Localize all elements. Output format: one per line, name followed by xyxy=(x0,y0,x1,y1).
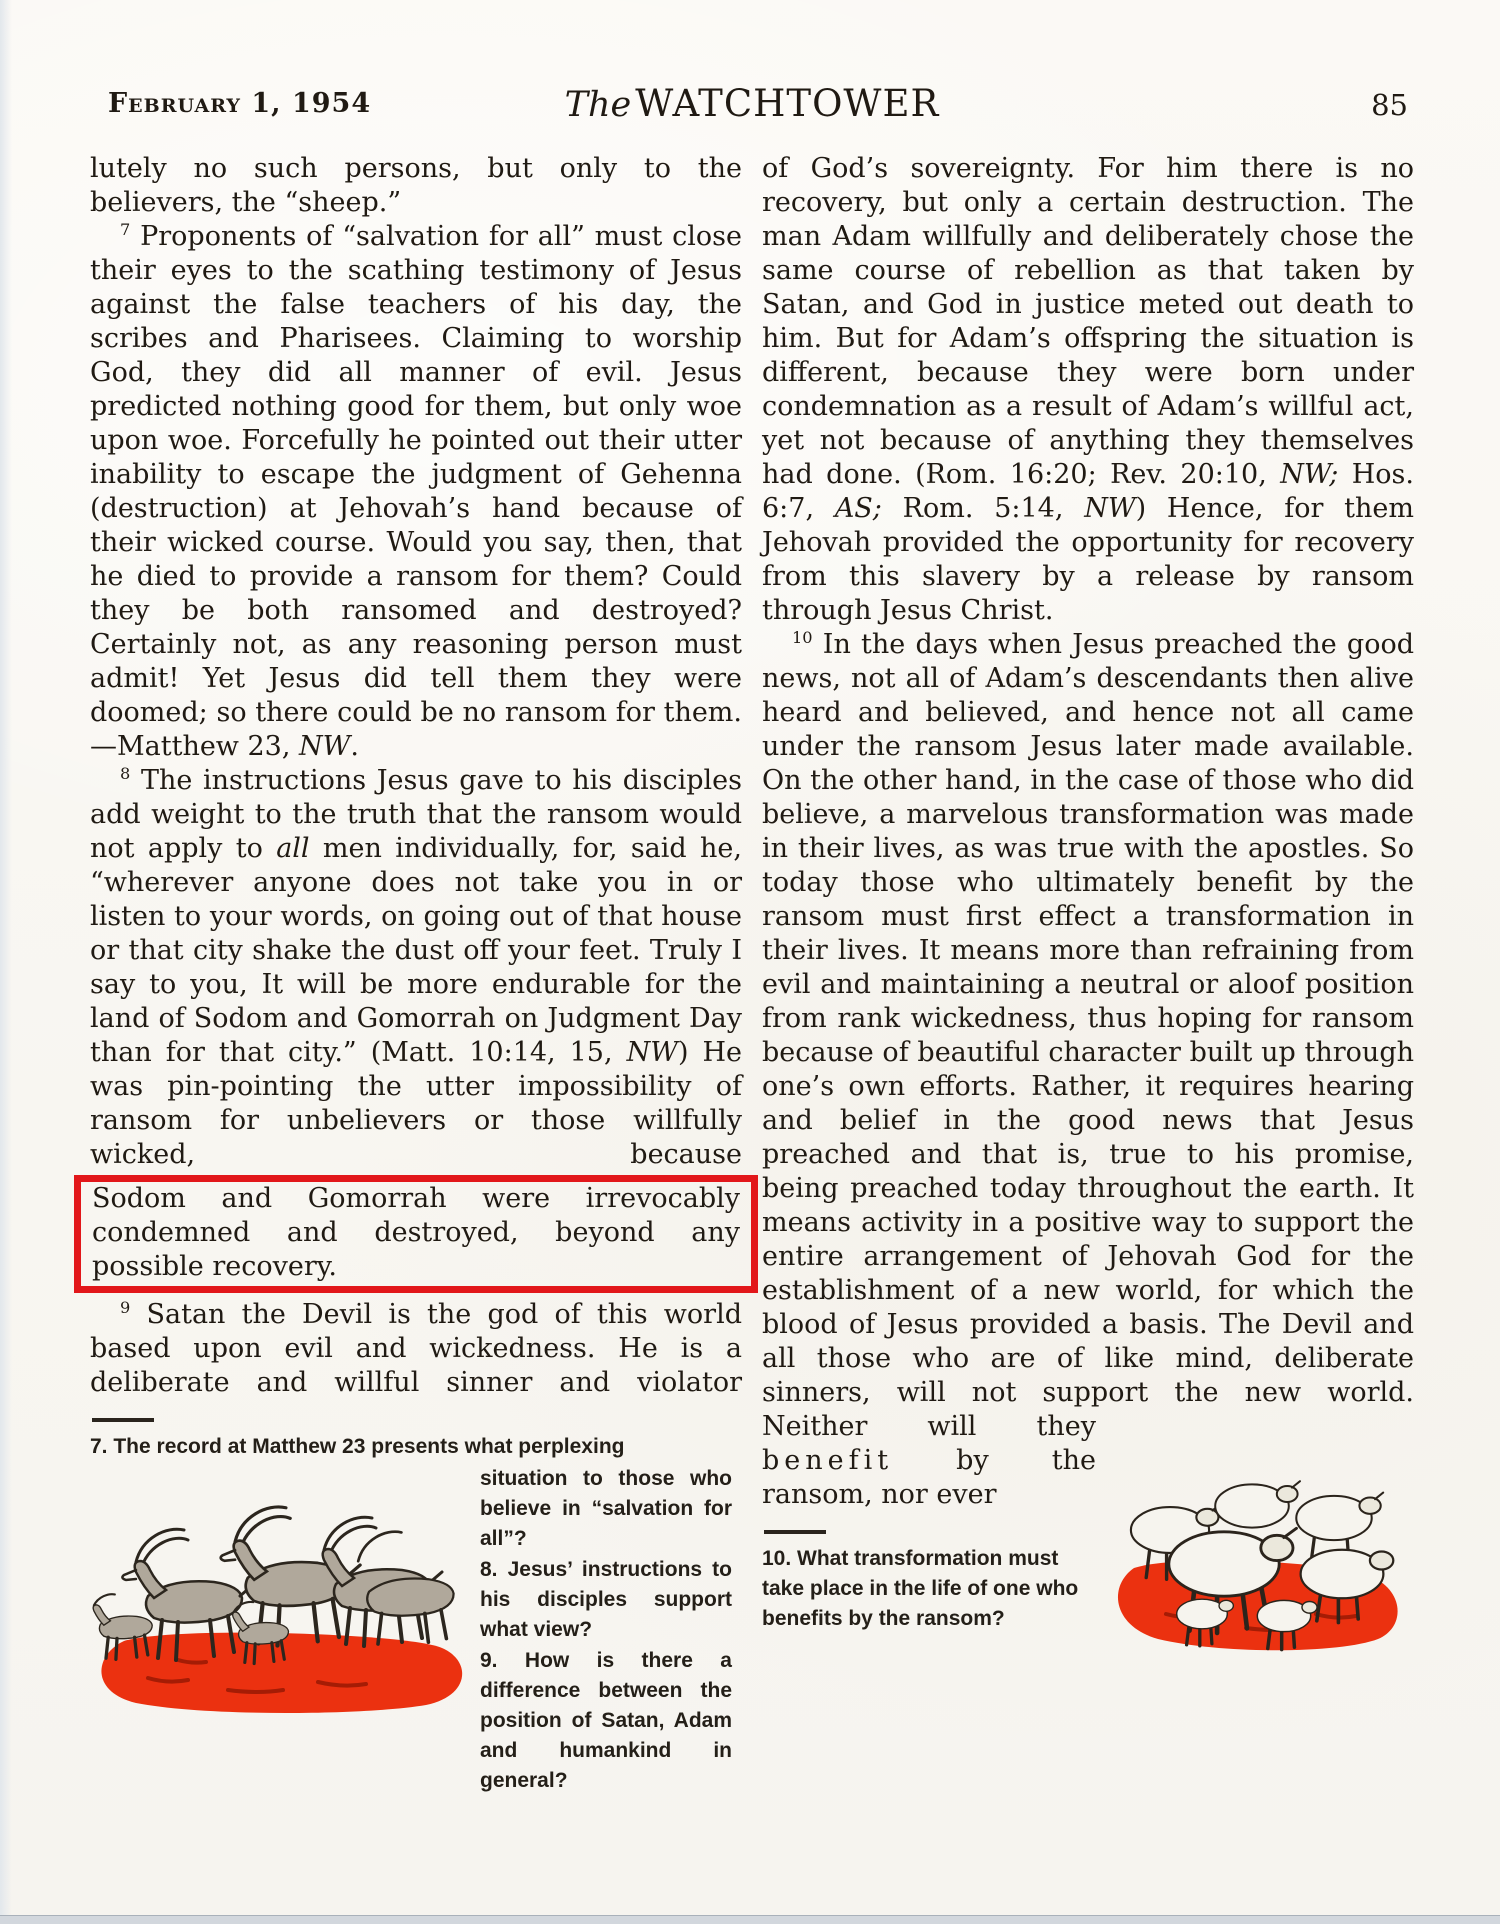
footnote-10: 10. What transformation must take place in the life of one who benefits by the ransom? xyxy=(762,1547,1079,1630)
footnote-8: 8. Jesus’ instructions to his disciples support what view? xyxy=(480,1558,732,1641)
footnote-divider xyxy=(92,1418,154,1422)
goats-illustration xyxy=(78,1478,470,1797)
masthead-title: WATCHTOWER xyxy=(635,82,940,125)
paragraph-continuation-right: of God’s sovereignty. For him there is no recovery, but only a certain destruction. The man Adam willfully and deliberately chose the same course of rebellion as that taken by Satan, and God in justice meted out death to him. But for Adam’s offspring the situation is different, because they were born under condemnation as a result of Adam’s willful act, yet not because of anything they themselves had done. (Rom. 16:20; Rev. 20:10, NW; Hos. 6:7, AS; Rom. 5:14, NW) Hence, for them Jehovah provided the opportunity for recovery from this slavery by a release by ransom through Jesus Christ. xyxy=(762,153,1415,626)
footnote-column xyxy=(480,1464,732,1797)
paragraph-10: $^{10}$ In the days when Jesus preached the good news, not all of Adam’s descendants then alive heard and believed, and hence not all came under the ransom Jesus later made available. On the other hand, in the case of those who did believe, a marvelous transformation was made in their lives, as was true with the apostles. So today those who ultimately benefit by the ransom must first effect a transformation in their lives. It means more than refraining from evil and maintaining a neutral or aloof position from rank wickedness, thus hoping for ransom because of beautiful character built up through one’s own efforts. Rather, it requires hearing and belief in the good news that Jesus preached and that is, true to his promise, being preached today throughout the earth. It means activity in a positive way to support the entire arrangement of Jehovah God for the establishment of a new world, for which the blood of Jesus provided a basis. The Devil and all those who are of like mind, deliberate sinners, will not support the new world. xyxy=(762,628,1414,1408)
highlighted-text: Sodom and Gomorrah were irrevocably condemned and destroyed, beyond any possible recovery. xyxy=(92,1183,740,1282)
paragraph-10-narrow: Neither will they benefit by the ransom, nor ever xyxy=(762,1411,1096,1510)
footnote-7-first-line: 7. The record at Matthew 23 presents what perplexing xyxy=(90,1435,625,1458)
paragraph-8: $^8$ The instructions Jesus gave to his disciples add weight to the truth that the ransom would not apply to all men individually, for, said he, “wherever anyone does not take you in or listen to your words, on going out of that house or that city shake the dust off your feet. Truly I say to you, It will be more endurable for the land of Sodom and Gomorrah on Judgment Day than for that city.” (Matt. 10:14, 15, NW) He was pin-pointing the utter impossibility of ransom for unbelievers or those willfully wicked, because xyxy=(90,764,743,1170)
paragraph-7: $^7$ Proponents of “salvation for all” must close their eyes to the scathing testimony of Jesus against the false teachers of his day, the scribes and Pharisees. Claiming to worship God, they did all manner of evil. Jesus predicted nothing good for them, but only woe upon woe. Forcefully he pointed out their utter inability to escape the judgment of Gehenna (destruction) at Jehovah’s hand because of their wicked course. Would you say, then, that he died to provide a ransom for them? Could they be both ransomed and destroyed? Certainly not, as any reasoning person must admit! Yet Jesus did tell them they were doomed; so there could be no ransom for them.—Matthew 23, NW. xyxy=(90,220,742,762)
masthead-the: The xyxy=(564,85,632,125)
page-header xyxy=(90,82,1414,128)
left-column xyxy=(90,152,742,1797)
red-highlight-box xyxy=(74,1175,758,1293)
page-number: 85 xyxy=(1371,88,1408,122)
sheep-illustration xyxy=(1106,1418,1406,1665)
page-bottom-edge xyxy=(0,1915,1500,1924)
right-narrow-column xyxy=(762,1410,1096,1665)
footnote-9: 9. How is there a difference between the position of Satan, Adam and humankind in general? xyxy=(480,1649,732,1792)
right-column xyxy=(762,152,1414,1797)
sheep-on-red-ground-image xyxy=(1106,1418,1406,1656)
paragraph-continuation: lutely no such persons, but only to the believers, the “sheep.” xyxy=(90,153,742,218)
paragraph-9: $^9$ Satan the Devil is the god of this world based upon evil and wickedness. He is a deliberate and willful sinner and violator xyxy=(90,1298,742,1398)
goats-on-red-ground-image xyxy=(78,1478,470,1716)
footnote-7-rest: situation to those who believe in “salvation for all”? xyxy=(480,1467,732,1550)
page-left-edge xyxy=(0,0,12,1924)
two-column-body xyxy=(90,152,1414,1797)
masthead xyxy=(565,82,940,125)
left-bottom-section xyxy=(90,1464,742,1797)
right-bottom-section xyxy=(762,1410,1414,1665)
footnote-divider-right xyxy=(764,1530,826,1534)
page-content xyxy=(90,82,1414,1797)
issue-date: February 1, 1954 xyxy=(108,88,372,119)
